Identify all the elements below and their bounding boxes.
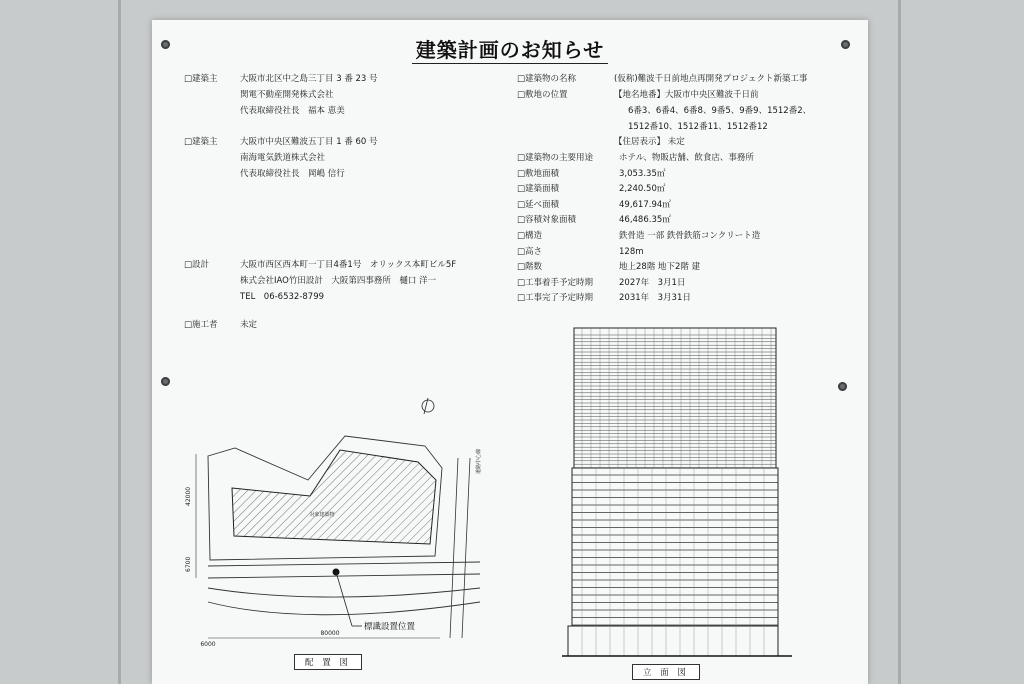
site-plan-caption: 配 置 図	[294, 654, 362, 670]
sign-position-label: 標識設置位置	[364, 622, 416, 632]
spec-value: 2,240.50㎡	[619, 184, 666, 195]
owner2-address: 大阪市中央区難波五丁目 1 番 60 号	[240, 137, 378, 147]
spec-value: 3,053.35㎡	[619, 168, 666, 179]
notice-board	[152, 20, 868, 684]
owner1-address: 大阪市北区中之島三丁目 3 番 23 号	[240, 74, 378, 84]
spec-label: □敷地面積	[517, 168, 560, 179]
spec-label: □構造	[517, 231, 543, 241]
spec-label: □建築面積	[517, 184, 560, 195]
spec-value: 2031年 3月31日	[619, 293, 691, 304]
spec-label: □工事完了予定時期	[517, 293, 594, 304]
road-center-label: 道路中心線	[476, 448, 482, 474]
dimension-left: 6000	[200, 641, 216, 648]
building-footprint	[232, 450, 436, 544]
design-address: 大阪市西区西本町一丁目4番1号 オリックス本町ビル5F	[240, 260, 457, 270]
bolt	[161, 377, 170, 386]
elevation-caption: 立 面 図	[632, 664, 700, 680]
building-label: 対象建築物	[309, 512, 335, 518]
bolt	[838, 382, 847, 391]
spec-label: □階数	[517, 262, 543, 273]
north-arrow-icon	[422, 400, 434, 412]
tower-podium	[568, 626, 778, 656]
spec-label: □容積対象面積	[517, 215, 577, 226]
design-tel: TEL 06-6532-8799	[240, 292, 325, 302]
address-display: 【住居表示】 未定	[614, 137, 685, 147]
notice-title: 建築計画のお知らせ	[152, 34, 868, 63]
spec-value: 49,617.94㎡	[619, 199, 671, 210]
spec-label: □高さ	[517, 246, 543, 257]
design-label: □設計	[184, 260, 210, 270]
dimension-side: 6700	[185, 556, 192, 572]
spec-value: ホテル、物販店舗、飲食店、事務所	[619, 153, 754, 163]
owner2-rep: 代表取締役社長 岡嶋 信行	[240, 169, 345, 179]
spec-value: 鉄骨造 一部 鉄骨鉄筋コンクリート造	[619, 231, 761, 241]
owner2-label: □建築主	[184, 137, 218, 147]
spec-label: □工事着手予定時期	[517, 277, 594, 288]
dimension-width: 80000	[320, 630, 340, 637]
elevation-drawing	[562, 323, 792, 663]
spec-label: □延べ面積	[517, 199, 560, 210]
site-location-line: 1512番10、1512番11、1512番12	[628, 122, 768, 132]
owner1-label: □建築主	[184, 74, 218, 84]
dimension-height: 42000	[185, 486, 192, 506]
design-company: 株式会社IAO竹田設計 大阪第四事務所 樋口 洋一	[240, 276, 437, 286]
spec-value: 46,486.35㎡	[619, 215, 671, 226]
spec-label: □建築物の主要用途	[517, 153, 594, 163]
spec-value: 128m	[619, 246, 644, 257]
building-name-label: □建築物の名称	[517, 74, 577, 84]
building-name-value: (仮称)難波千日前地点再開発プロジェクト新築工事	[614, 74, 808, 84]
spec-value: 2027年 3月1日	[619, 277, 686, 288]
contractor-label: □施工者	[184, 320, 218, 330]
owner1-rep: 代表取締役社長 福本 恵美	[240, 106, 345, 116]
owner2-company: 南海電気鉄道株式会社	[240, 153, 326, 163]
site-plan-drawing	[180, 388, 510, 648]
site-location-line: 【地名地番】大阪市中央区難波千日前	[614, 90, 759, 100]
spec-value: 地上28階 地下2階 建	[619, 262, 701, 273]
contractor-value: 未定	[240, 320, 258, 330]
wall-seam	[898, 0, 901, 684]
site-location-line: 6番3、6番4、6番8、9番5、9番9、1512番2、	[628, 106, 812, 116]
wall-seam	[118, 0, 121, 684]
site-location-label: □敷地の位置	[517, 90, 568, 100]
owner1-company: 関電不動産開発株式会社	[240, 90, 334, 100]
